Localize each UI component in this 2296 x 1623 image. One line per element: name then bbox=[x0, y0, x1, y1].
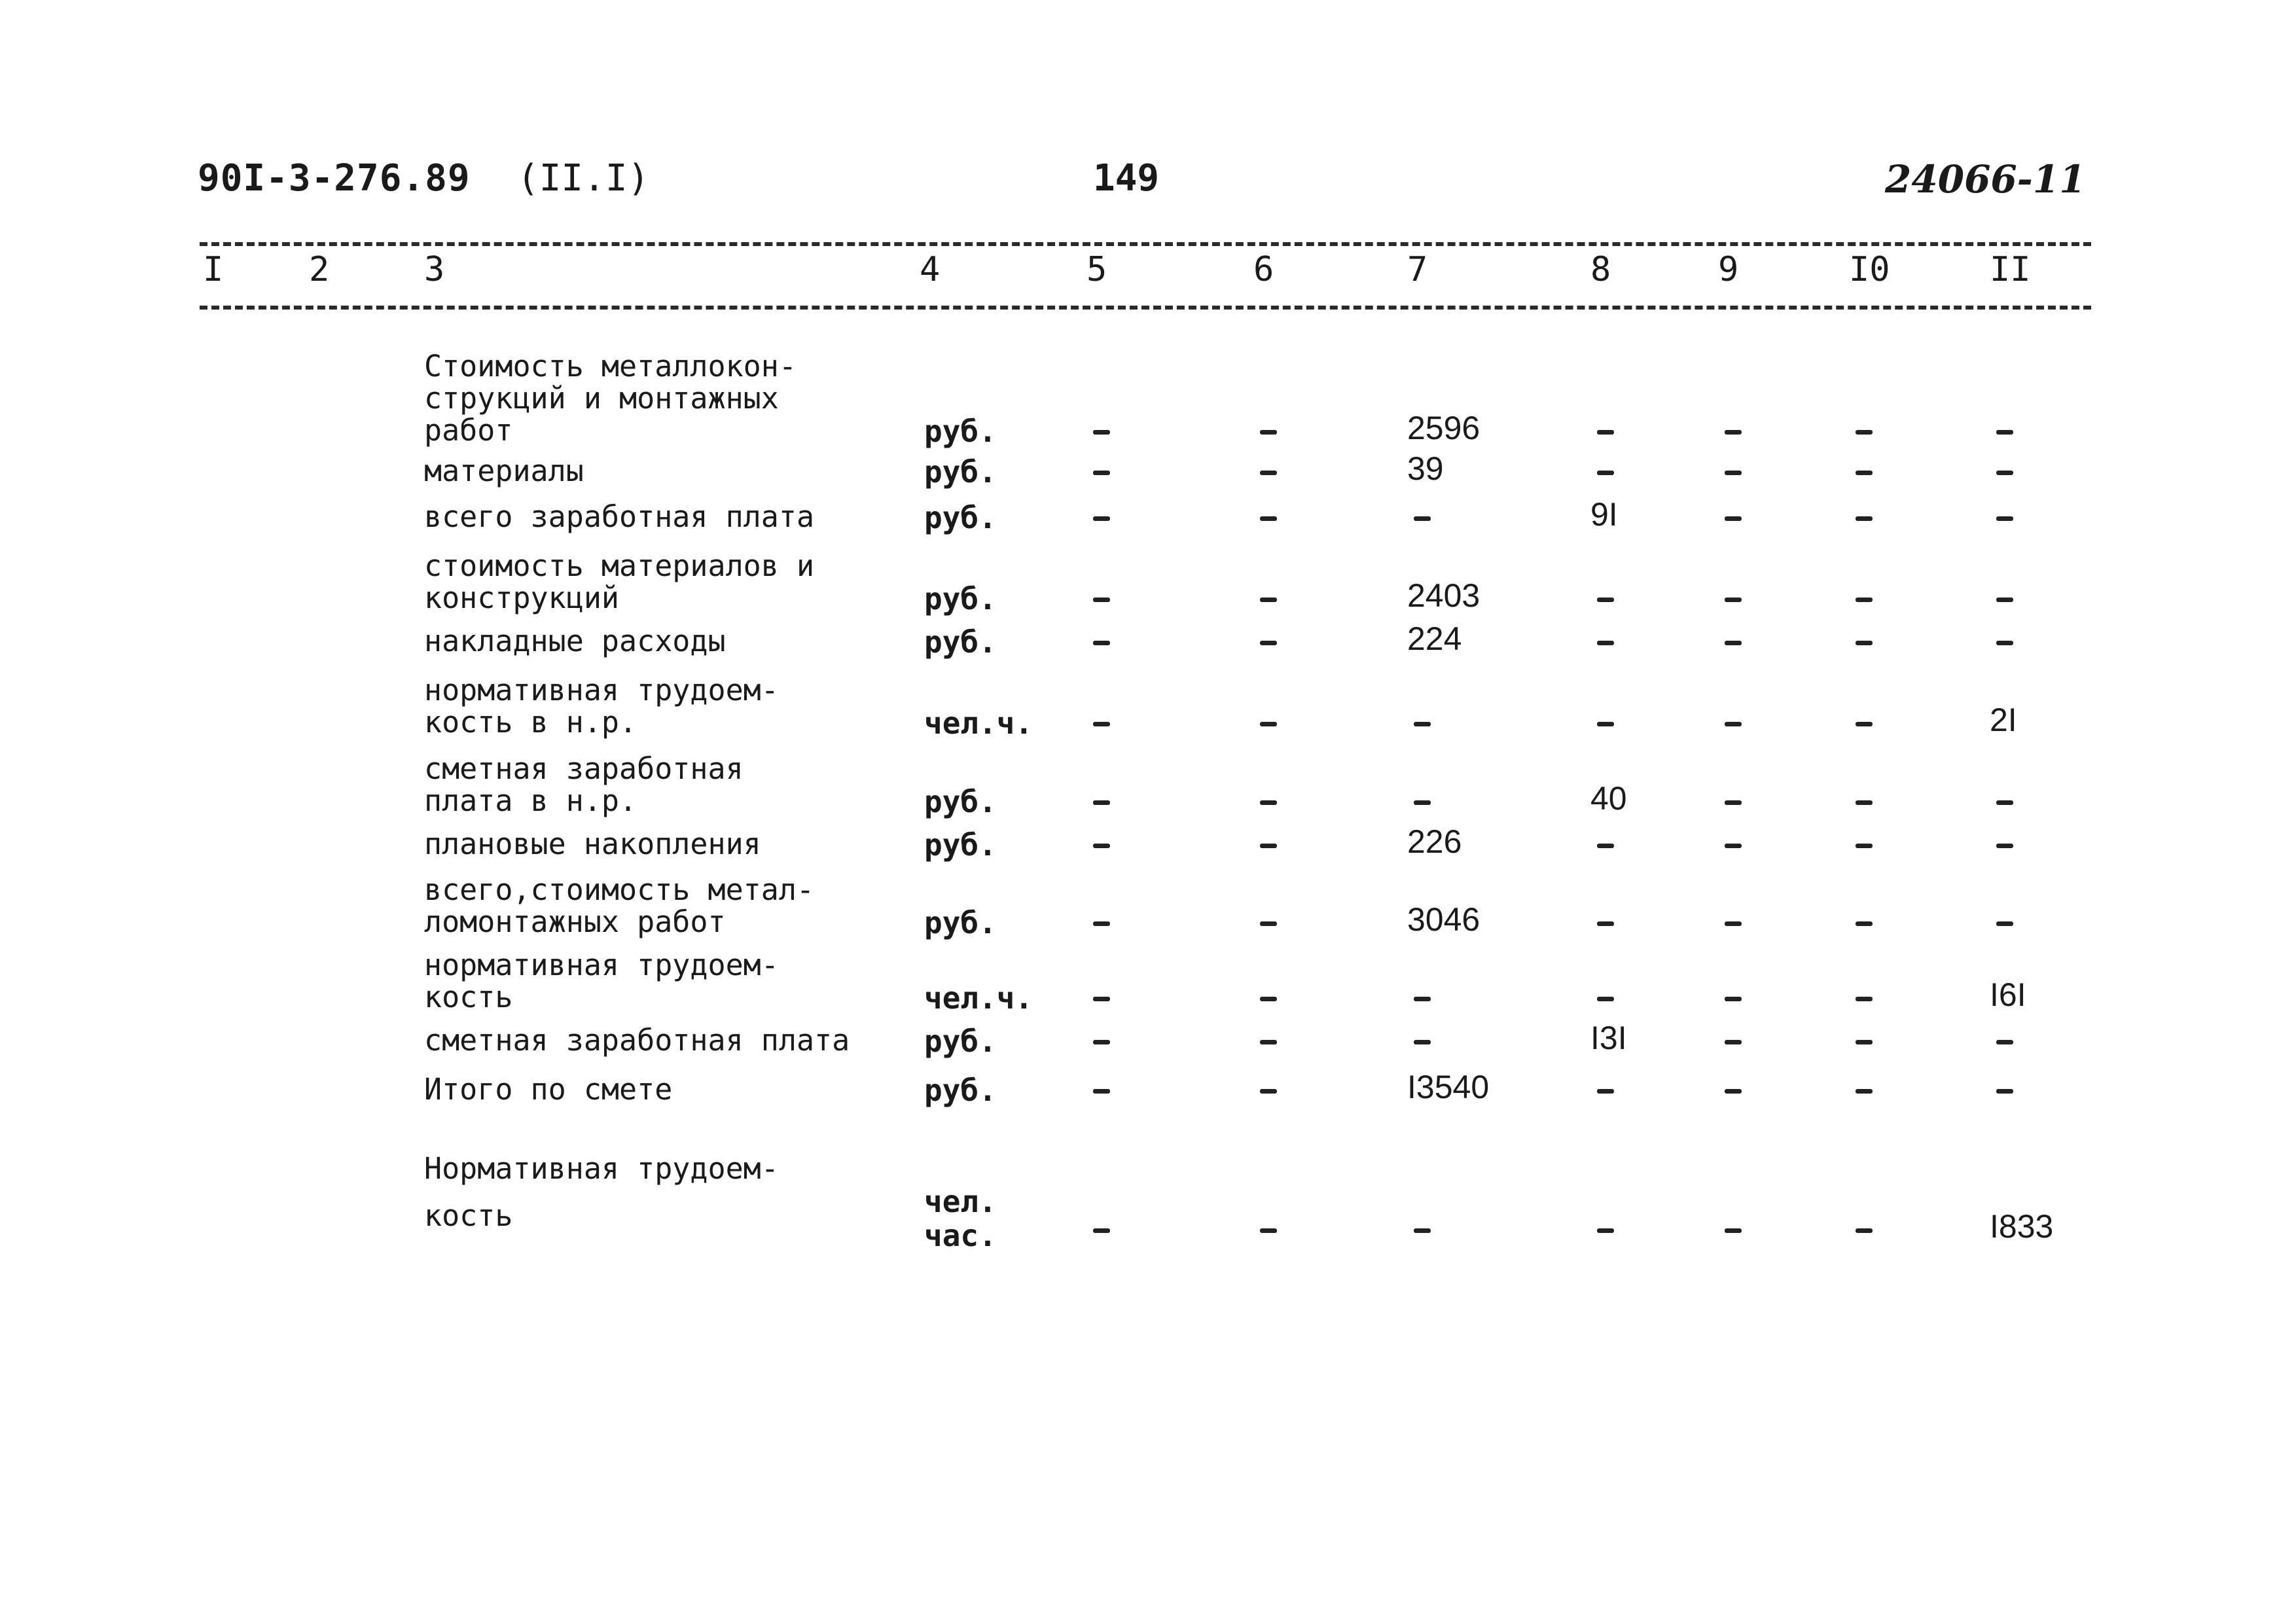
column-header-8: 8 bbox=[1590, 250, 1611, 289]
empty-cell-dash bbox=[1996, 800, 2013, 805]
row-unit: руб. bbox=[924, 581, 997, 616]
empty-cell-dash bbox=[1597, 430, 1614, 435]
row-unit: руб. bbox=[924, 414, 997, 449]
row-label: нормативная трудоем- кость bbox=[424, 948, 779, 1014]
value-cell: I3I bbox=[1590, 1020, 1627, 1056]
empty-cell-dash bbox=[1093, 430, 1110, 435]
empty-cell-dash bbox=[1260, 641, 1277, 645]
column-header-1: I bbox=[203, 250, 224, 289]
empty-cell-dash bbox=[1260, 430, 1277, 435]
empty-cell-dash bbox=[1260, 844, 1277, 848]
column-header-10: I0 bbox=[1849, 250, 1890, 289]
value-cell: 2403 bbox=[1407, 577, 1480, 614]
empty-cell-dash bbox=[1260, 1089, 1277, 1094]
empty-cell-dash bbox=[1414, 1040, 1431, 1044]
value-cell: I3540 bbox=[1407, 1069, 1490, 1105]
row-label: Стоимость металлокон- струкций и монтажных работ bbox=[424, 349, 797, 448]
empty-cell-dash bbox=[1260, 471, 1277, 475]
empty-cell-dash bbox=[1856, 800, 1873, 805]
empty-cell-dash bbox=[1856, 1089, 1873, 1094]
empty-cell-dash bbox=[1725, 641, 1742, 645]
row-unit: руб. bbox=[924, 1073, 997, 1108]
empty-cell-dash bbox=[1856, 471, 1873, 475]
row-unit: чел.ч. bbox=[924, 980, 1033, 1016]
section-number: (II.I) bbox=[517, 157, 650, 200]
empty-cell-dash bbox=[1996, 1089, 2013, 1094]
row-unit: руб. bbox=[924, 1024, 997, 1059]
empty-cell-dash bbox=[1260, 800, 1277, 805]
row-unit: руб. bbox=[924, 500, 997, 535]
value-cell: 224 bbox=[1407, 620, 1462, 657]
empty-cell-dash bbox=[1414, 722, 1431, 726]
row-label: плановые накопления bbox=[424, 827, 761, 861]
empty-cell-dash bbox=[1093, 722, 1110, 726]
row-label: нормативная трудоем- кость в н.р. bbox=[424, 673, 779, 740]
empty-cell-dash bbox=[1725, 516, 1742, 521]
empty-cell-dash bbox=[1093, 997, 1110, 1001]
page-number: 149 bbox=[1093, 157, 1160, 200]
empty-cell-dash bbox=[1725, 597, 1742, 602]
empty-cell-dash bbox=[1996, 641, 2013, 645]
row-unit: чел.ч. bbox=[924, 705, 1033, 741]
empty-cell-dash bbox=[1093, 800, 1110, 805]
empty-cell-dash bbox=[1856, 430, 1873, 435]
empty-cell-dash bbox=[1597, 722, 1614, 726]
value-cell: 2I bbox=[1990, 702, 2017, 738]
row-label: сметная заработная плата в н.р. bbox=[424, 751, 744, 818]
value-cell: 3046 bbox=[1407, 901, 1480, 938]
empty-cell-dash bbox=[1260, 997, 1277, 1001]
column-header-9: 9 bbox=[1718, 250, 1739, 289]
row-label: сметная заработная плата bbox=[424, 1023, 850, 1058]
empty-cell-dash bbox=[1725, 1228, 1742, 1233]
column-header-3: 3 bbox=[424, 250, 445, 289]
empty-cell-dash bbox=[1996, 921, 2013, 926]
row-unit: руб. bbox=[924, 905, 997, 940]
column-header-2: 2 bbox=[309, 250, 330, 289]
row-label: всего,стоимость метал- ломонтажных работ bbox=[424, 872, 815, 939]
empty-cell-dash bbox=[1260, 1228, 1277, 1233]
row-label: Нормативная трудоем- кость bbox=[424, 1151, 779, 1233]
empty-cell-dash bbox=[1996, 471, 2013, 475]
empty-cell-dash bbox=[1414, 516, 1431, 521]
empty-cell-dash bbox=[1597, 471, 1614, 475]
document-code: 90I-3-276.89 bbox=[198, 157, 471, 200]
empty-cell-dash bbox=[1856, 1228, 1873, 1233]
empty-cell-dash bbox=[1856, 516, 1873, 521]
empty-cell-dash bbox=[1996, 597, 2013, 602]
empty-cell-dash bbox=[1260, 516, 1277, 521]
value-cell: I6I bbox=[1990, 976, 2026, 1013]
row-unit: руб. bbox=[924, 454, 997, 490]
empty-cell-dash bbox=[1725, 430, 1742, 435]
empty-cell-dash bbox=[1856, 844, 1873, 848]
empty-cell-dash bbox=[1856, 597, 1873, 602]
row-label: всего заработная плата bbox=[424, 499, 815, 534]
empty-cell-dash bbox=[1856, 921, 1873, 926]
empty-cell-dash bbox=[1996, 516, 2013, 521]
column-header-11: II bbox=[1990, 250, 2031, 289]
empty-cell-dash bbox=[1093, 921, 1110, 926]
header-top-rule bbox=[200, 242, 2091, 246]
empty-cell-dash bbox=[1996, 844, 2013, 848]
empty-cell-dash bbox=[1093, 641, 1110, 645]
empty-cell-dash bbox=[1597, 1228, 1614, 1233]
empty-cell-dash bbox=[1260, 921, 1277, 926]
empty-cell-dash bbox=[1725, 722, 1742, 726]
empty-cell-dash bbox=[1597, 844, 1614, 848]
empty-cell-dash bbox=[1597, 921, 1614, 926]
value-cell: 226 bbox=[1407, 823, 1462, 860]
column-header-7: 7 bbox=[1407, 250, 1428, 289]
empty-cell-dash bbox=[1725, 1089, 1742, 1094]
empty-cell-dash bbox=[1597, 1089, 1614, 1094]
empty-cell-dash bbox=[1093, 597, 1110, 602]
row-label: стоимость материалов и конструкций bbox=[424, 548, 815, 615]
empty-cell-dash bbox=[1725, 800, 1742, 805]
inventory-number: 24066-11 bbox=[1885, 157, 2086, 202]
empty-cell-dash bbox=[1093, 844, 1110, 848]
header-bottom-rule bbox=[200, 306, 2091, 310]
empty-cell-dash bbox=[1597, 641, 1614, 645]
empty-cell-dash bbox=[1856, 997, 1873, 1001]
column-header-5: 5 bbox=[1086, 250, 1107, 289]
value-cell: 39 bbox=[1407, 450, 1444, 487]
empty-cell-dash bbox=[1856, 1040, 1873, 1044]
row-label: Итого по смете bbox=[424, 1072, 673, 1107]
row-unit: чел. час. bbox=[924, 1184, 997, 1253]
empty-cell-dash bbox=[1725, 921, 1742, 926]
empty-cell-dash bbox=[1260, 597, 1277, 602]
empty-cell-dash bbox=[1414, 800, 1431, 805]
value-cell: 9I bbox=[1590, 496, 1618, 533]
empty-cell-dash bbox=[1597, 997, 1614, 1001]
empty-cell-dash bbox=[1093, 516, 1110, 521]
empty-cell-dash bbox=[1093, 471, 1110, 475]
value-cell: 2596 bbox=[1407, 410, 1480, 446]
column-header-4: 4 bbox=[920, 250, 941, 289]
column-header-6: 6 bbox=[1253, 250, 1274, 289]
empty-cell-dash bbox=[1725, 844, 1742, 848]
empty-cell-dash bbox=[1260, 1040, 1277, 1044]
empty-cell-dash bbox=[1725, 471, 1742, 475]
row-unit: руб. bbox=[924, 624, 997, 660]
empty-cell-dash bbox=[1414, 997, 1431, 1001]
empty-cell-dash bbox=[1260, 722, 1277, 726]
row-label: материалы bbox=[424, 454, 584, 488]
empty-cell-dash bbox=[1597, 597, 1614, 602]
value-cell: I833 bbox=[1990, 1208, 2054, 1245]
empty-cell-dash bbox=[1725, 1040, 1742, 1044]
row-unit: руб. bbox=[924, 784, 997, 819]
empty-cell-dash bbox=[1725, 997, 1742, 1001]
empty-cell-dash bbox=[1996, 430, 2013, 435]
empty-cell-dash bbox=[1093, 1040, 1110, 1044]
empty-cell-dash bbox=[1414, 1228, 1431, 1233]
row-unit: руб. bbox=[924, 827, 997, 863]
value-cell: 40 bbox=[1590, 780, 1627, 817]
empty-cell-dash bbox=[1856, 641, 1873, 645]
empty-cell-dash bbox=[1856, 722, 1873, 726]
empty-cell-dash bbox=[1093, 1228, 1110, 1233]
empty-cell-dash bbox=[1996, 1040, 2013, 1044]
empty-cell-dash bbox=[1093, 1089, 1110, 1094]
row-label: накладные расходы bbox=[424, 624, 726, 658]
